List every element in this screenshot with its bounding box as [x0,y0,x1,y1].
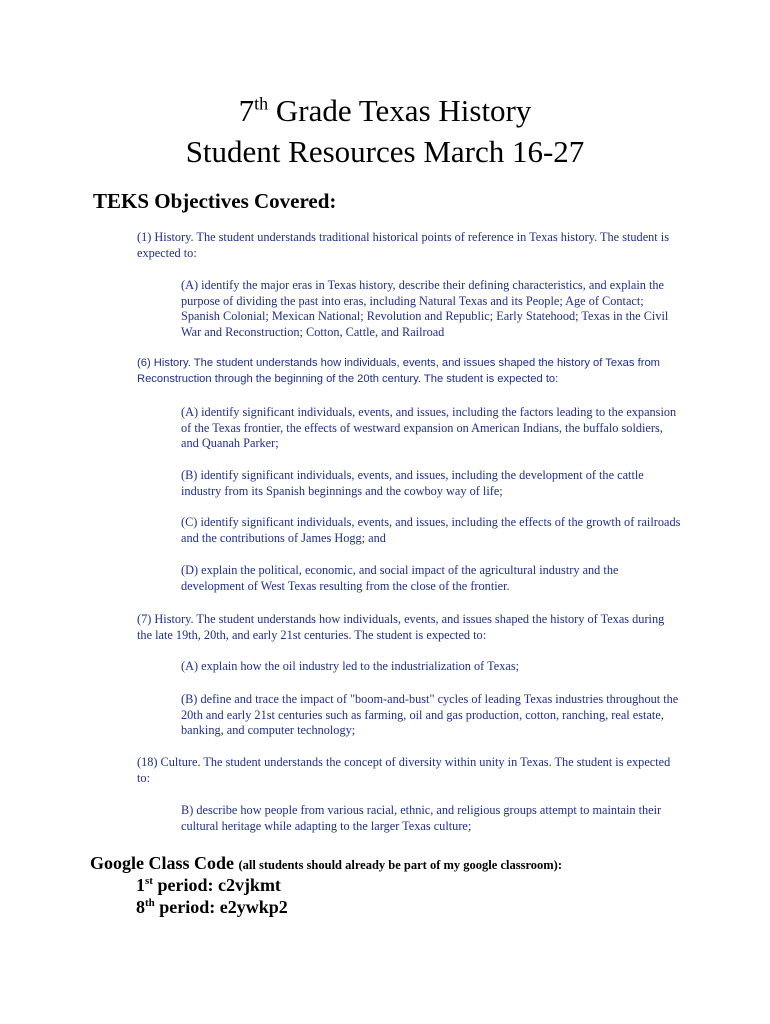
period-8-number: 8 [136,897,145,917]
objective-7: (7) History. The student understands how individuals, events, and issues shaped the history of Texas during the late 19th, 20th, and early 21st centuries. The student is expected to: [137,612,665,642]
period-1-suffix: st [145,875,153,887]
objective-7-b: (B) define and trace the impact of "boom-and-bust" cycles of leading Texas industries throughout the 20th and early 21st centuries such as farming, oil and gas production, cotton, ranching, real estate, banking, and computer technology; [181,692,679,738]
objective-18: (18) Culture. The student understands the concept of diversity within unity in Texas. The student is expected to: [137,755,671,785]
objective-6-a: (A) identify significant individuals, events, and issues, including the factors leading to the expansion of the Texas frontier, the effects of westward expansion on American Indians, the buffalo soldiers, and Quanah Parker; [181,405,677,451]
period-8-code [136,895,288,919]
period-1-code [136,873,281,897]
teks-heading: TEKS Objectives Covered: [93,189,337,213]
objective-6-b: (B) identify significant individuals, events, and issues, including the development of the cattle industry from its Spanish beginnings and the cowboy way of life; [181,468,644,498]
period-1-number: 1 [136,875,145,895]
page-title-line-2: Student Resources March 16-27 [185,134,585,169]
google-class-code-note: (all students should already be part of my google classroom): [238,858,562,872]
objective-7-a: (A) explain how the oil industry led to the industrialization of Texas; [181,659,520,673]
title-grade-number: 7 [238,93,255,128]
objective-18-b: B) describe how people from various racial, ethnic, and religious groups attempt to maintain their cultural heritage while adapting to the larger Texas culture; [181,803,662,833]
objective-6-d: (D) explain the political, economic, and social impact of the agricultural industry and the development of West Texas resulting from the close of the frontier. [181,563,619,593]
google-class-code-label: Google Class Code [90,853,234,873]
objective-1: (1) History. The student understands traditional historical points of reference in Texas history. The student is expected to: [137,230,670,260]
period-8-text: period: e2ywkp2 [154,897,288,917]
objective-1-a: (A) identify the major eras in Texas history, describe their defining characteristics, and explain the purpose of dividing the past into eras, including Natural Texas and its People; Age of Contact; Spanish Colonial; Mexican National; Revolution and Republic; Early Statehood; Texas in the Civil War and Reconstruction; Cotton, Cattle, and Railroad [181,278,669,339]
title-course-name: Grade Texas History [268,93,532,128]
objective-6-c: (C) identify significant individuals, events, and issues, including the effects of the growth of railroads and the contributions of James Hogg; and [181,515,681,545]
title-grade-suffix: th [254,93,269,114]
objective-6: (6) History. The student understands how individuals, events, and issues shaped the history of Texas from Reconstruction through the beginning of the 20th century. The student is expected to: [137,357,660,385]
page-title-line-1 [0,92,770,130]
period-8-suffix: th [145,897,155,909]
period-1-text: period: c2vjkmt [152,875,281,895]
